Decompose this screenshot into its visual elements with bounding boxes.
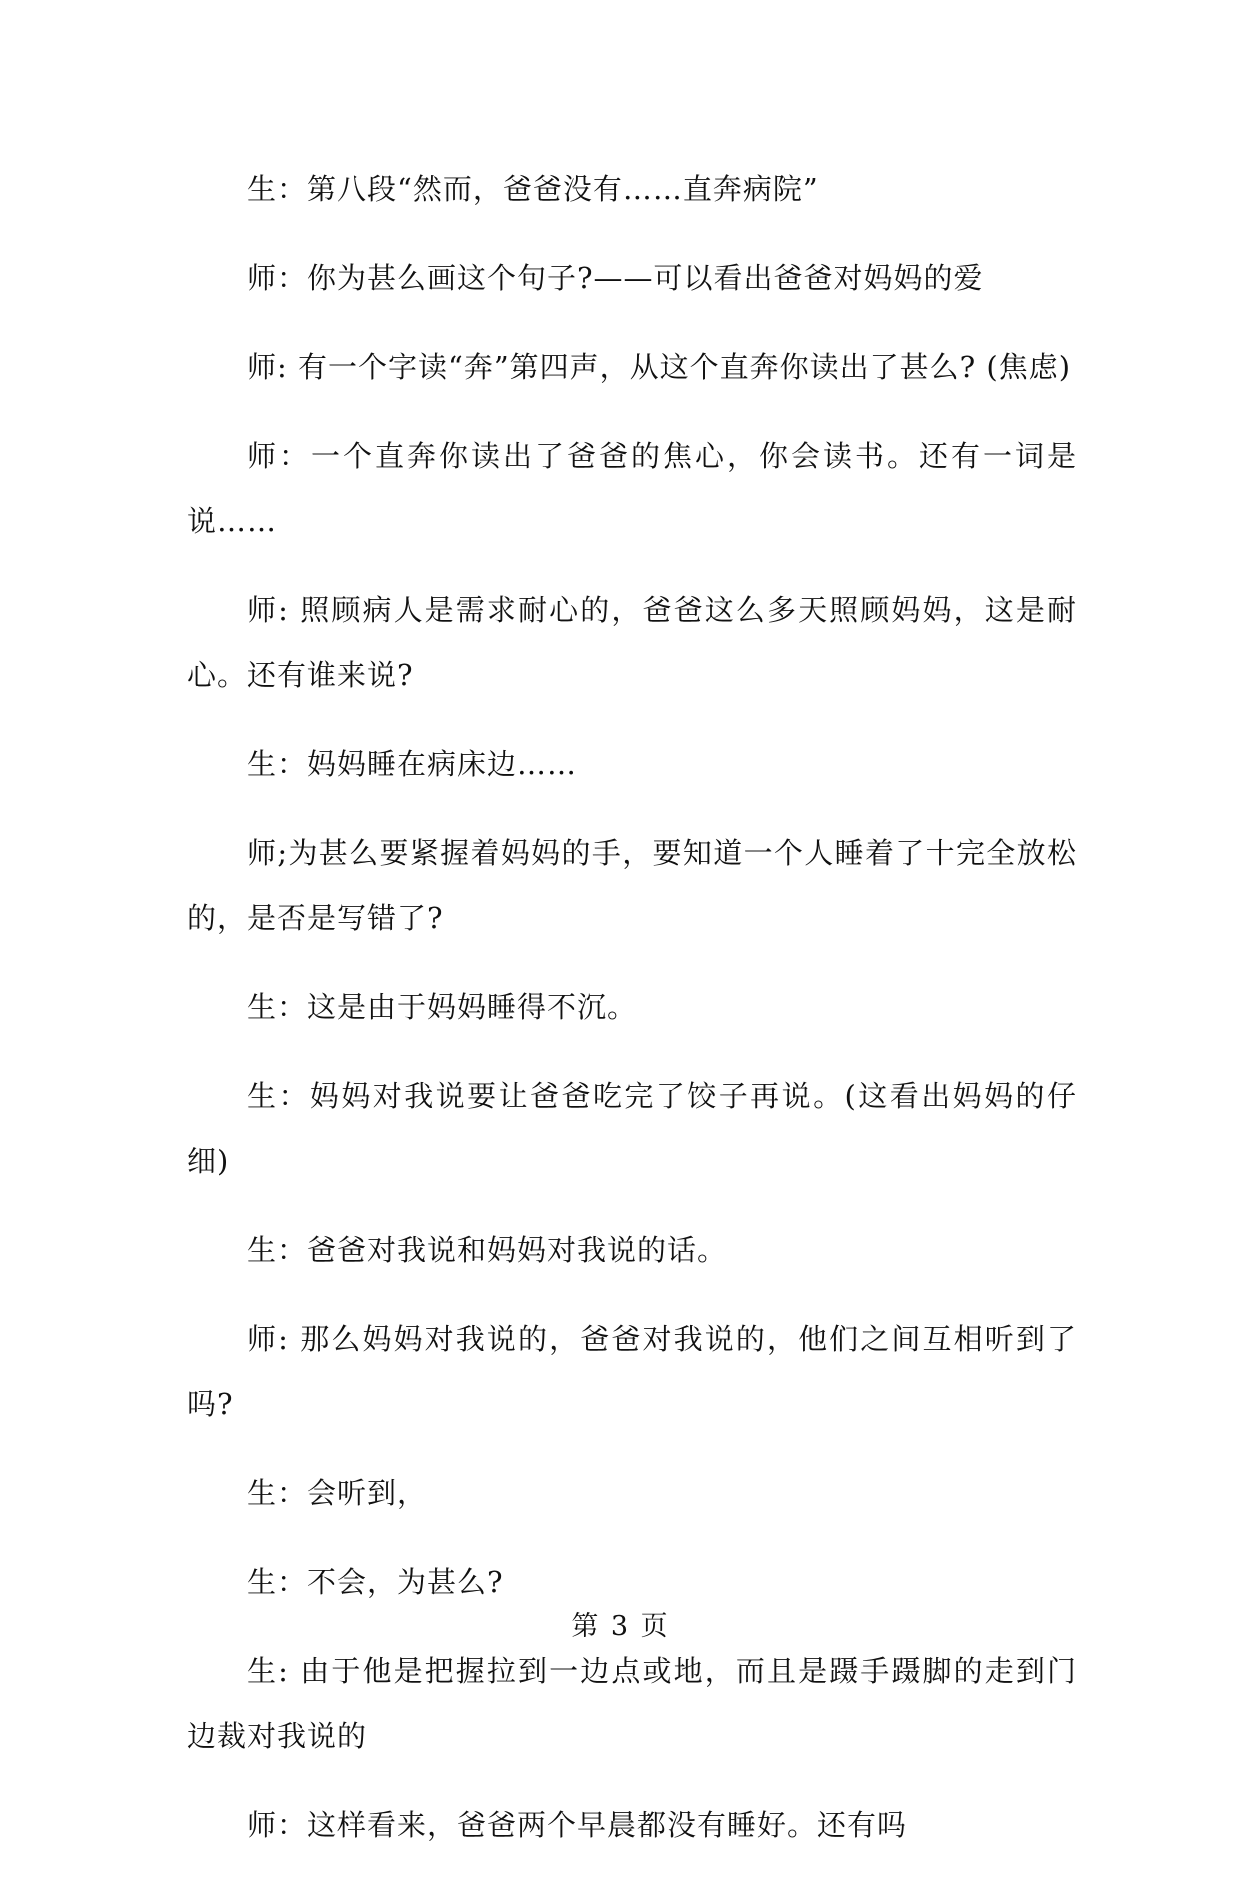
- dialogue-paragraph-14: 生: 由于他是把握拉到一边点或地，而且是蹑手蹑脚的走到门边裁对我说的: [187, 1654, 1077, 1753]
- dialogue-paragraph-13: 生：不会，为甚么?: [247, 1565, 504, 1599]
- page-number: 第 3 页: [571, 1611, 670, 1642]
- dialogue-paragraph-10: 生：爸爸对我说和妈妈对我说的话。: [247, 1233, 728, 1267]
- dialogue-paragraph-9: 生：妈妈对我说要让爸爸吃完了饺子再说。(这看出妈妈的仔细): [187, 1079, 1077, 1178]
- dialogue-paragraph-8: 生：这是由于妈妈睡得不沉。: [247, 990, 638, 1024]
- dialogue-paragraph-4: 师：一个直奔你读出了爸爸的焦心，你会读书。还有一词是说……: [187, 439, 1077, 538]
- dialogue-paragraph-1: 生：第八段“然而，爸爸没有……直奔病院”: [247, 172, 819, 206]
- dialogue-paragraph-11: 师: 那么妈妈对我说的，爸爸对我说的，他们之间互相听到了吗?: [187, 1322, 1077, 1421]
- dialogue-paragraph-6: 生：妈妈睡在病床边……: [247, 747, 578, 781]
- dialogue-paragraph-5: 师: 照顾病人是需求耐心的，爸爸这么多天照顾妈妈，这是耐心。还有谁来说?: [187, 593, 1077, 692]
- dialogue-paragraph-2: 师：你为甚么画这个句子?——可以看出爸爸对妈妈的爱: [247, 261, 984, 295]
- dialogue-paragraph-15: 师：这样看来，爸爸两个早晨都没有睡好。还有吗: [247, 1808, 908, 1842]
- dialogue-paragraph-12: 生：会听到，: [247, 1476, 428, 1510]
- dialogue-paragraph-7: 师;为甚么要紧握着妈妈的手，要知道一个人睡着了十完全放松的，是否是写错了?: [187, 836, 1077, 935]
- dialogue-paragraph-3: 师: 有一个字读“奔”第四声，从这个直奔你读出了甚么? (焦虑): [247, 350, 1072, 384]
